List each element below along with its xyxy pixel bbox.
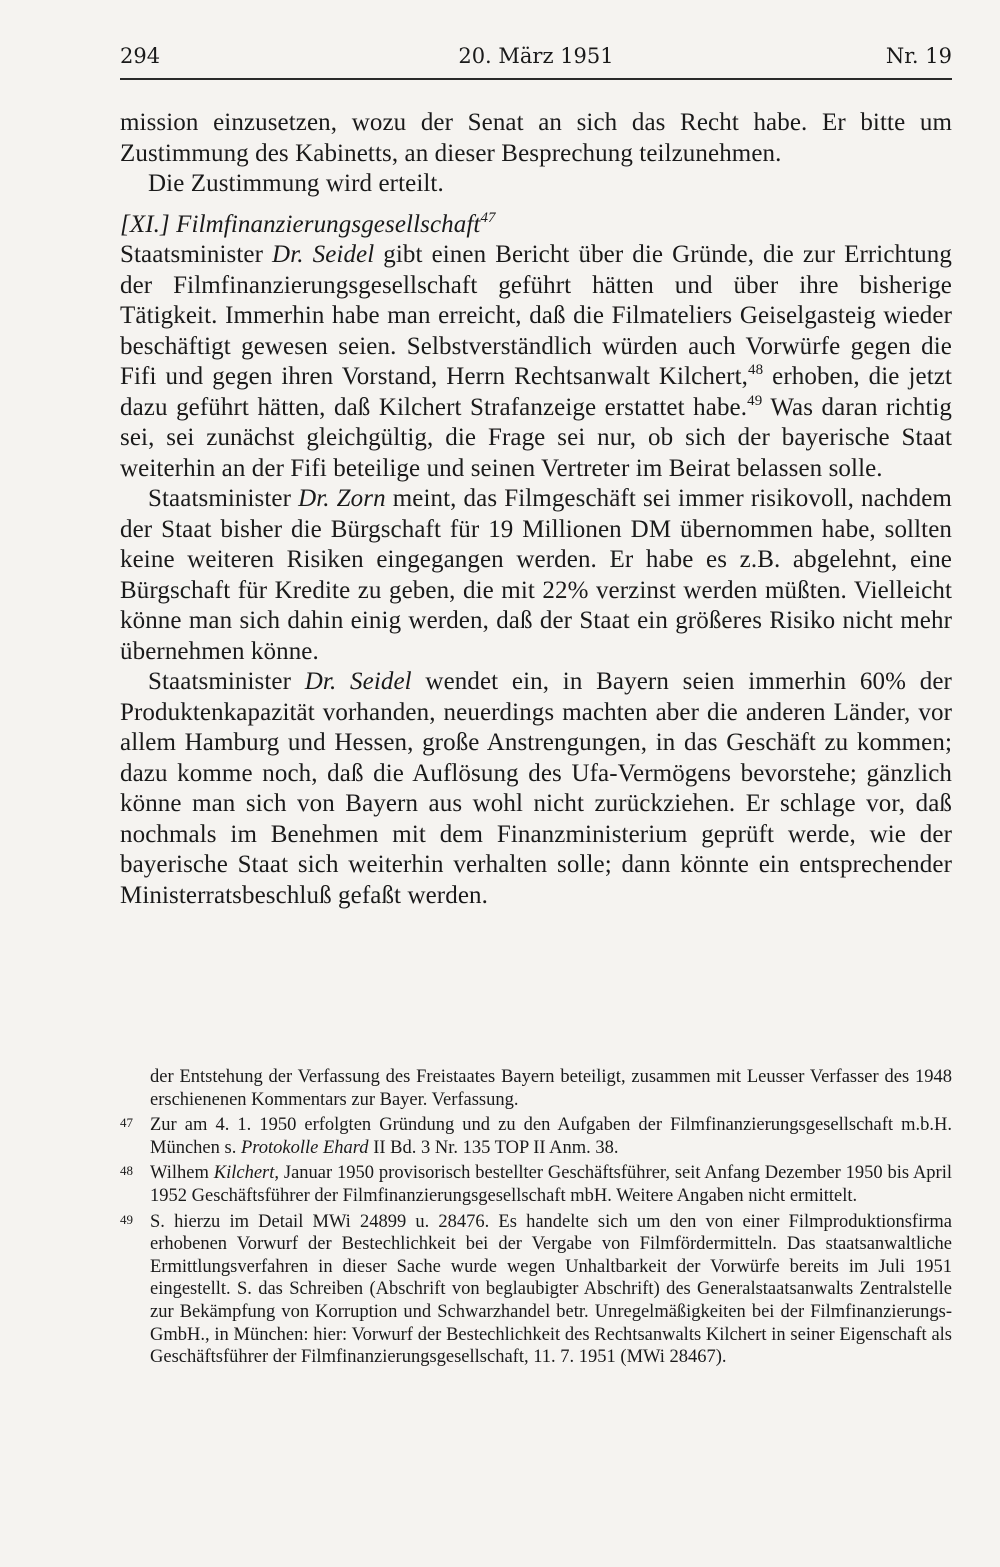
footnote-ref-47: 47	[480, 209, 496, 226]
section-number: [XI.]	[120, 210, 170, 238]
header-issue-number: Nr. 19	[885, 44, 952, 68]
paragraph-continuation: mission einzusetzen, wozu der Senat an sich das Recht habe. Er bitte um Zustimmung des Kabinetts, an dieser Besprechung teilzunehmen.	[120, 109, 952, 167]
section-title: Filmfinanzierungsgesellschaft	[176, 210, 481, 238]
paragraph-seidel-reply: Staatsminister Dr. Seidel wendet ein, in Bayern seien immerhin 60% der Produktenkapazität vorhanden, neuerdings machten aber die anderen Länder, vor allem Hamburg und Hessen, große Anstrengungen, in das Geschäft zu kommen; dazu komme noch, daß die Auflösung des Ufa-Vermögens bevorstehe; gänzlich könne man sich von Bayern aus wohl nicht zurückziehen. Er schlage vor, daß nochmals im Benehmen mit dem Finanzministerium geprüft werde, wie der bayerische Staat sich weiterhin verhalten solle; dann könnte ein entsprechender Ministerratsbeschluß gefaßt werden.	[120, 668, 952, 909]
paragraph-zorn: Staatsminister Dr. Zorn meint, das Filmgeschäft sei immer risikovoll, nachdem der Staat bisher die Bürgschaft für 19 Millionen DM übernommen habe, sollten keine weiteren Risiken eingegangen werden. Er habe es z.B. abgelehnt, eine Bürgschaft für Kredite zu geben, die mit 22% verzinst werden müßten. Vielleicht könne man sich dahin einig werden, daß der Staat ein größeres Risiko nicht mehr übernehmen könne.	[120, 485, 952, 665]
footnote-ref-49: 49	[747, 392, 763, 409]
footnote-47: 47 Zur am 4. 1. 1950 erfolgten Gründung und zu den Aufgaben der Filmfinanzierungsgesellschaft m.b.H. München s. Protokolle Ehard II Bd. 3 Nr. 135 TOP II Anm. 38.	[120, 1114, 952, 1159]
header-date: 20. März 1951	[458, 44, 614, 68]
footnote-number: 48	[120, 1163, 133, 1179]
page-number: 294	[120, 44, 161, 68]
main-text	[120, 108, 952, 911]
footnote-49: 49 S. hierzu im Detail MWi 24899 u. 28476. Es handelte sich um den von einer Filmproduktionsfirma erhobenen Vorwurf der Bestechlichkeit bei der Vergabe von Filmfördermitteln. Das staatsanwaltliche Ermittlungsverfahren in dieser Sache wurde wegen Unhaltbarkeit der Vorwürfe bereits im Juli 1951 eingestellt. S. das Schreiben (Abschrift von beglaubigter Abschrift) des Generalstaatsanwalts Zentralstelle zur Bekämpfung von Korruption und Schwarzhandel betr. Unregelmäßigkeiten bei der Filmfinanzierungs-GmbH., in München: hier: Vorwurf der Bestechlichkeit des Rechtsanwalts Kilchert in seiner Eigenschaft als Geschäftsführer der Filmfinanzierungsgesellschaft, 11. 7. 1951 (MWi 28467).	[120, 1211, 952, 1369]
footnote-48: 48 Wilhem Kilchert, Januar 1950 provisorisch bestellter Geschäftsführer, seit Anfang Dezember 1950 bis April 1952 Geschäftsführer der Filmfinanzierungsgesellschaft mbH. Weitere Angaben nicht ermittelt.	[120, 1162, 952, 1207]
footnote-number: 47	[120, 1115, 133, 1131]
section-heading	[120, 210, 952, 241]
paragraph-approval: Die Zustimmung wird erteilt.	[148, 170, 444, 197]
footnote-ref-48: 48	[747, 362, 764, 378]
speaker-name: Dr. Seidel	[272, 241, 375, 268]
speaker-name: Dr. Zorn	[298, 485, 386, 512]
paragraph-seidel-report: Staatsminister Dr. Seidel gibt einen Bericht über die Gründe, die zur Errichtung der Filmfinanzierungsgesellschaft geführt hätten und über ihre bisherige Tätigkeit. Immerhin habe man erreicht, daß die Filmateliers Geiselgasteig wieder beschäftigt gewesen seien. Selbstverständlich würden auch Vorwürfe gegen die Fifi und gegen ihren Vorstand, Herrn Rechtsanwalt Kilchert,$^{48}$ erhoben, die jetzt dazu geführt hätten, daß Kilchert Strafanzeige erstattet habe.$^{49}$ Was daran richtig sei, sei zunächst gleichgültig, die Frage sei nur, ob sich der bayerische Staat weiterhin an der Fifi beteilige und seinen Vertreter im Beirat belassen solle.	[120, 241, 953, 482]
running-header	[120, 44, 952, 80]
footnote-continuation: der Entstehung der Verfassung des Freistaates Bayern beteiligt, zusammen mit Leusser Verfasser des 1948 erschienenen Kommentars zur Bayer. Verfassung.	[150, 1067, 952, 1110]
footnotes	[120, 1066, 952, 1369]
speaker-name: Dr. Seidel	[304, 668, 412, 695]
footnote-number: 49	[120, 1211, 133, 1227]
